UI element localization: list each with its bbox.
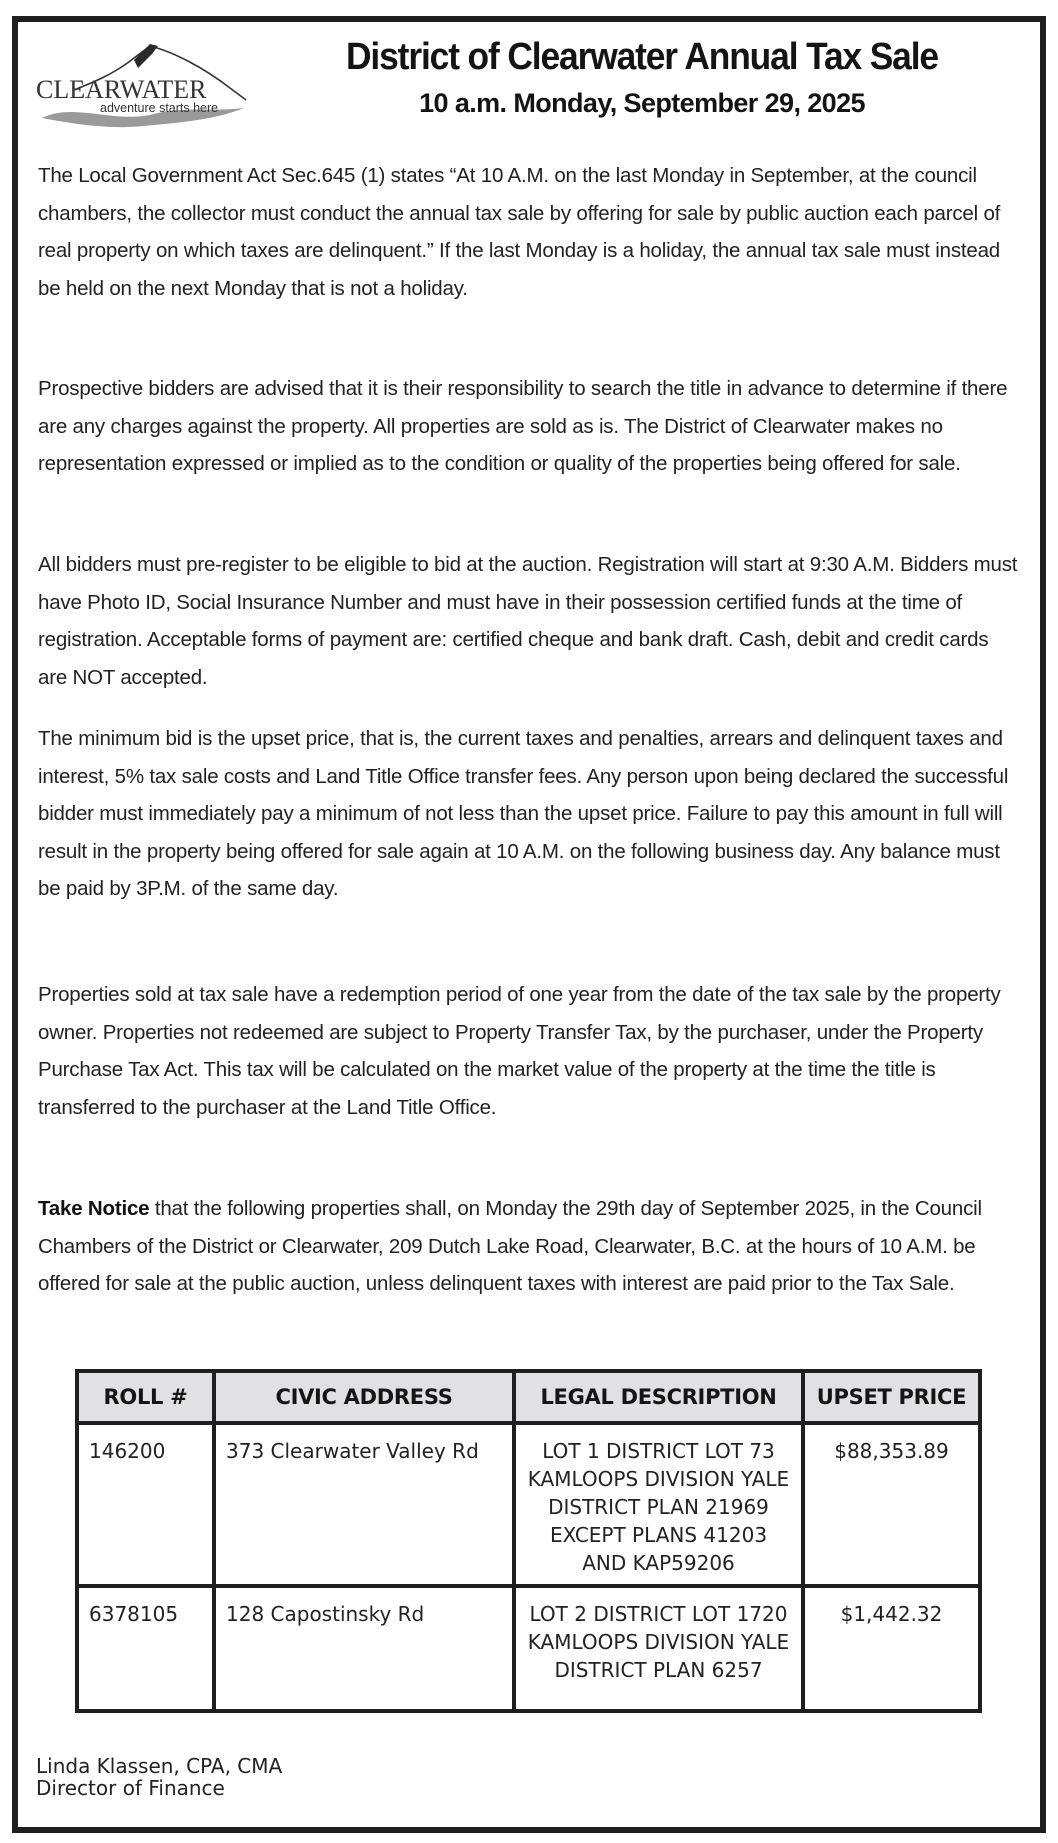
cell-address: 128 Capostinsky Rd: [214, 1586, 514, 1711]
table-row: [77, 1586, 980, 1711]
sale-date: 10 a.m. Monday, September 29, 2025: [419, 88, 865, 118]
signatory-title: Director of Finance: [36, 1776, 225, 1800]
table-header-row: [77, 1371, 980, 1423]
paragraph-legislation: The Local Government Act Sec.645 (1) states “At 10 A.M. on the last Monday in September, at the council chambers, the collector must conduct the annual tax sale by offering for sale by public auction each parcel of real property on which taxes are delinquent.” If the last Monday is a holiday, the annual tax sale must instead be held on the next Monday that is not a holiday.: [38, 164, 1001, 300]
take-notice-text: that the following properties shall, on Monday the 29th day of September 2025, in the Council Chambers of the District or Clearwater, 209 Dutch Lake Road, Clearwater, B.C. at the hours of 10 A.M. be offered for sale at the public auction, unless delinquent taxes with interest are paid prior to the Tax Sale.: [38, 1197, 982, 1295]
cell-legal: LOT 1 DISTRICT LOT 73 KAMLOOPS DIVISION YALE DISTRICT PLAN 21969 EXCEPT PLANS 41203 AND KAP59206: [514, 1423, 803, 1586]
paragraph-redemption: Properties sold at tax sale have a redemption period of one year from the date of the tax sale by the property owner. Properties not redeemed are subject to Property Transfer Tax, by the purchaser, under the Property Purchase Tax Act. This tax will be calculated on the market value of the property at the time the title is transferred to the purchaser at the Land Title Office.: [38, 983, 1001, 1119]
page-title: District of Clearwater Annual Tax Sale: [346, 36, 938, 78]
cell-address: 373 Clearwater Valley Rd: [214, 1423, 514, 1586]
logo-wordmark: CLEARWATER: [36, 75, 207, 104]
cell-roll: 146200: [77, 1423, 214, 1586]
cell-roll: 6378105: [77, 1586, 214, 1711]
properties-table: [75, 1369, 982, 1713]
header-roll: ROLL #: [77, 1371, 214, 1423]
paragraph-minimum-bid: The minimum bid is the upset price, that is, the current taxes and penalties, arrears and delinquent taxes and interest, 5% tax sale costs and Land Title Office transfer fees. Any person upon being declared the successful bidder must immediately pay a minimum of not less than the upset price. Failure to pay this amount in full will result in the property being offered for sale again at 10 A.M. on the following business day. Any balance must be paid by 3P.M. of the same day.: [38, 727, 1009, 900]
cell-price: $88,353.89: [803, 1423, 980, 1586]
signature-block: [36, 1755, 282, 1799]
cell-price: $1,442.32: [803, 1586, 980, 1711]
cell-legal: LOT 2 DISTRICT LOT 1720 KAMLOOPS DIVISION YALE DISTRICT PLAN 6257: [514, 1586, 803, 1711]
clearwater-logo: [34, 38, 256, 128]
header-civic-address: CIVIC ADDRESS: [214, 1371, 514, 1423]
paragraph-take-notice: [38, 1190, 1018, 1303]
table-row: [77, 1423, 980, 1586]
header-legal-description: LEGAL DESCRIPTION: [514, 1371, 803, 1423]
take-notice-lead: Take Notice: [38, 1197, 150, 1220]
paragraph-bidder-advice: Prospective bidders are advised that it is their responsibility to search the title in advance to determine if there are any charges against the property. All properties are sold as is. The District of Clearwater makes no representation expressed or implied as to the condition or quality of the properties being offered for sale.: [38, 377, 1008, 475]
header-upset-price: UPSET PRICE: [803, 1371, 980, 1423]
paragraph-registration: All bidders must pre-register to be eligible to bid at the auction. Registration will start at 9:30 A.M. Bidders must have Photo ID, Social Insurance Number and must have in their possession certified funds at the time of registration. Acceptable forms of payment are: certified cheque and bank draft. Cash, debit and credit cards are NOT accepted.: [38, 553, 1018, 689]
logo-tagline: adventure starts here: [100, 101, 219, 115]
signatory-name: Linda Klassen, CPA, CMA: [36, 1754, 283, 1778]
